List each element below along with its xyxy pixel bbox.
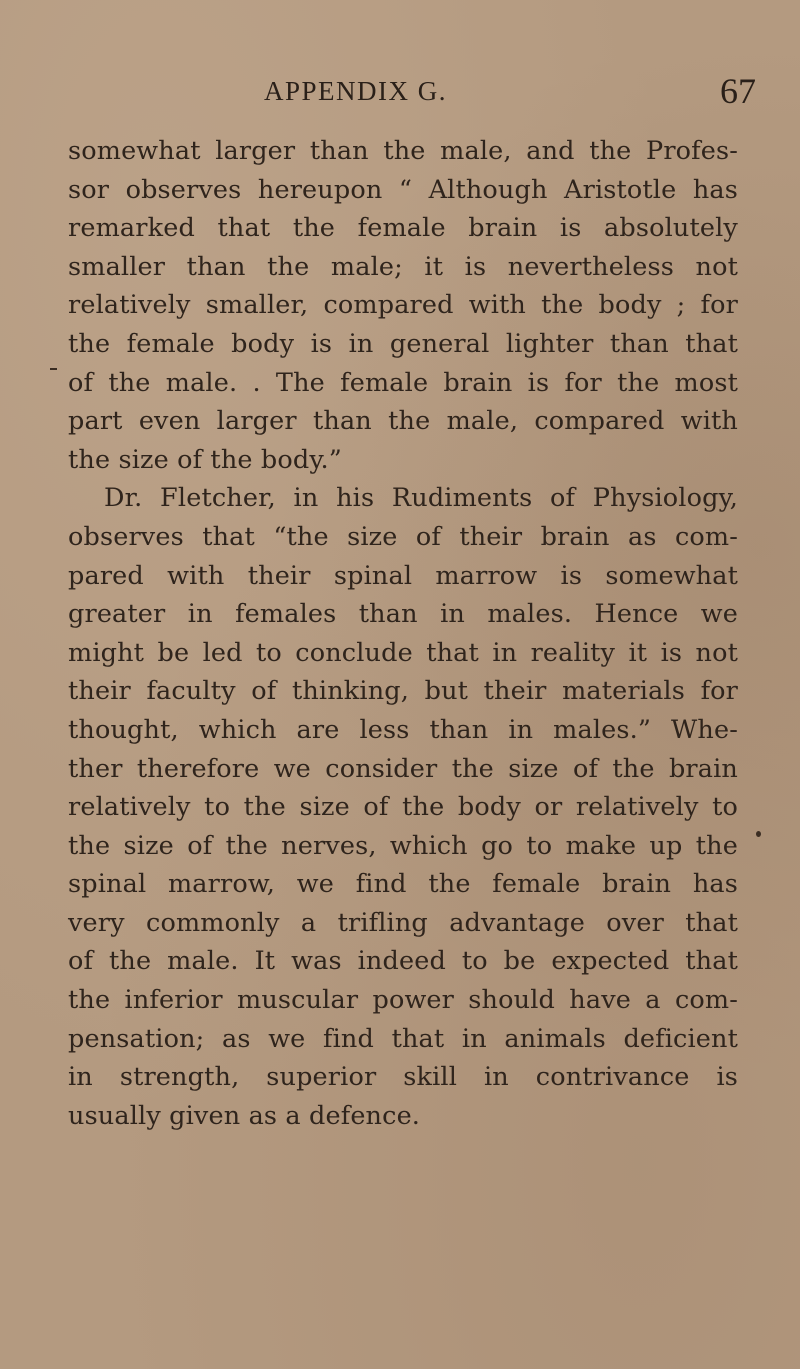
text-line: part even larger than the male, compared with bbox=[68, 406, 738, 437]
paper-speck bbox=[756, 831, 761, 837]
text-line: pared with their spinal marrow is somewhat bbox=[68, 560, 738, 591]
text-line: in strength, superior skill in contrivance is bbox=[68, 1062, 738, 1093]
text-line: smaller than the male; it is nevertheless not bbox=[68, 251, 738, 282]
text-line: thought, which are less than in males.” Whe- bbox=[68, 714, 738, 745]
text-line: ther therefore we consider the size of the brain bbox=[68, 753, 738, 784]
running-head bbox=[68, 71, 756, 114]
paragraph-end-line: the size of the body.” bbox=[68, 444, 342, 475]
text-line: might be led to conclude that in reality it is not bbox=[68, 637, 738, 668]
text-line: relatively to the size of the body or relatively to bbox=[68, 792, 738, 823]
text-line: the inferior muscular power should have a com- bbox=[68, 985, 738, 1016]
body-text bbox=[68, 132, 738, 1135]
paragraph-start-line: Dr. Fletcher, in his Rudiments of Physiology, bbox=[104, 483, 738, 514]
text-line: somewhat larger than the male, and the Profes- bbox=[68, 136, 738, 166]
text-line: of the male. It was indeed to be expected that bbox=[68, 946, 738, 977]
text-line: relatively smaller, compared with the body ; for bbox=[68, 290, 738, 321]
paragraph-end-line: usually given as a defence. bbox=[68, 1100, 421, 1131]
page-number: 67 bbox=[720, 71, 756, 111]
text-line: sor observes hereupon “ Although Aristotle has bbox=[68, 174, 738, 205]
text-line: spinal marrow, we find the female brain has bbox=[68, 869, 738, 900]
text-line: pensation; as we find that in animals deficient bbox=[68, 1023, 738, 1054]
text-line: of the male. . The female brain is for the most bbox=[68, 367, 738, 398]
text-line: greater in females than in males. Hence we bbox=[68, 599, 738, 630]
text-line: observes that “the size of their brain as com- bbox=[68, 521, 738, 552]
text-line: the female body is in general lighter than that bbox=[68, 328, 738, 359]
text-line: remarked that the female brain is absolutely bbox=[68, 213, 738, 244]
text-line: their faculty of thinking, but their materials for bbox=[68, 676, 738, 707]
running-title: APPENDIX G. bbox=[264, 76, 448, 106]
text-line: the size of the nerves, which go to make up the bbox=[68, 830, 738, 861]
margin-mark bbox=[50, 368, 57, 370]
text-line: very commonly a trifling advantage over that bbox=[68, 907, 738, 938]
